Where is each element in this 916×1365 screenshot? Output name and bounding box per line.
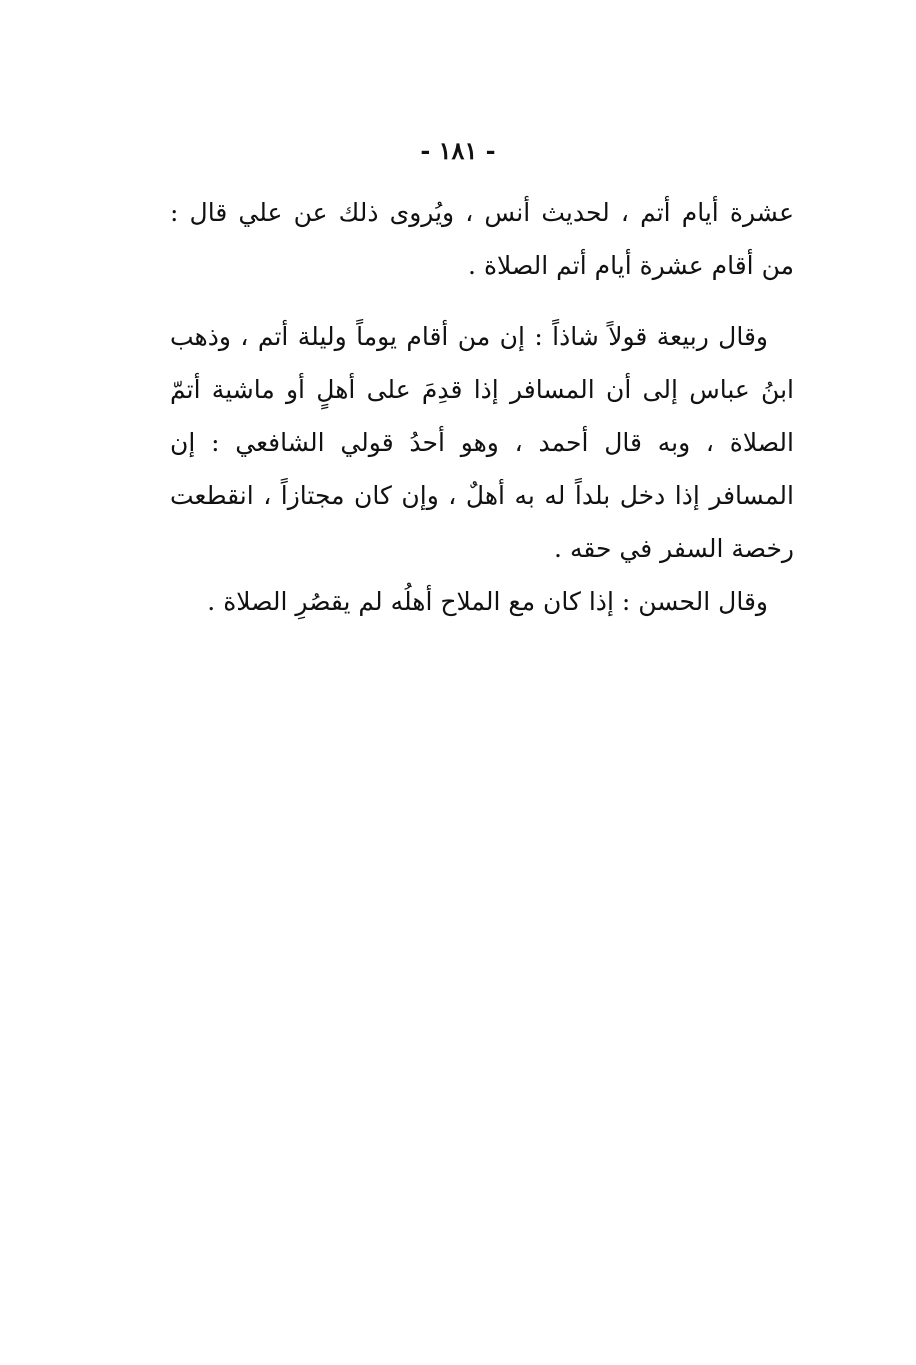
page-number: - ١٨١ -: [420, 136, 496, 165]
paragraph: وقال ربيعة قولاً شاذاً : إن من أقام يوماً وليلة أتم ، وذهب ابنُ عباس إلى أن المسافر إذا قدِمَ على أهلٍ أو ماشية أتمّ الصلاة ، وبه قال أحمد ، وهو أحدُ قولي الشافعي : إن المسافر إذا دخل بلداً له به أهلٌ ، وإن كان مجتازاً ، انقطعت رخصة السفر في حقه .: [170, 322, 794, 563]
paragraph: وقال الحسن : إذا كان مع الملاح أهلُه لم يقصُرِ الصلاة .: [207, 587, 768, 616]
body-text: [170, 186, 794, 628]
paragraph: عشرة أيام أتم ، لحديث أنس ، ويُروى ذلك عن علي قال : من أقام عشرة أيام أتم الصلاة .: [170, 198, 794, 280]
